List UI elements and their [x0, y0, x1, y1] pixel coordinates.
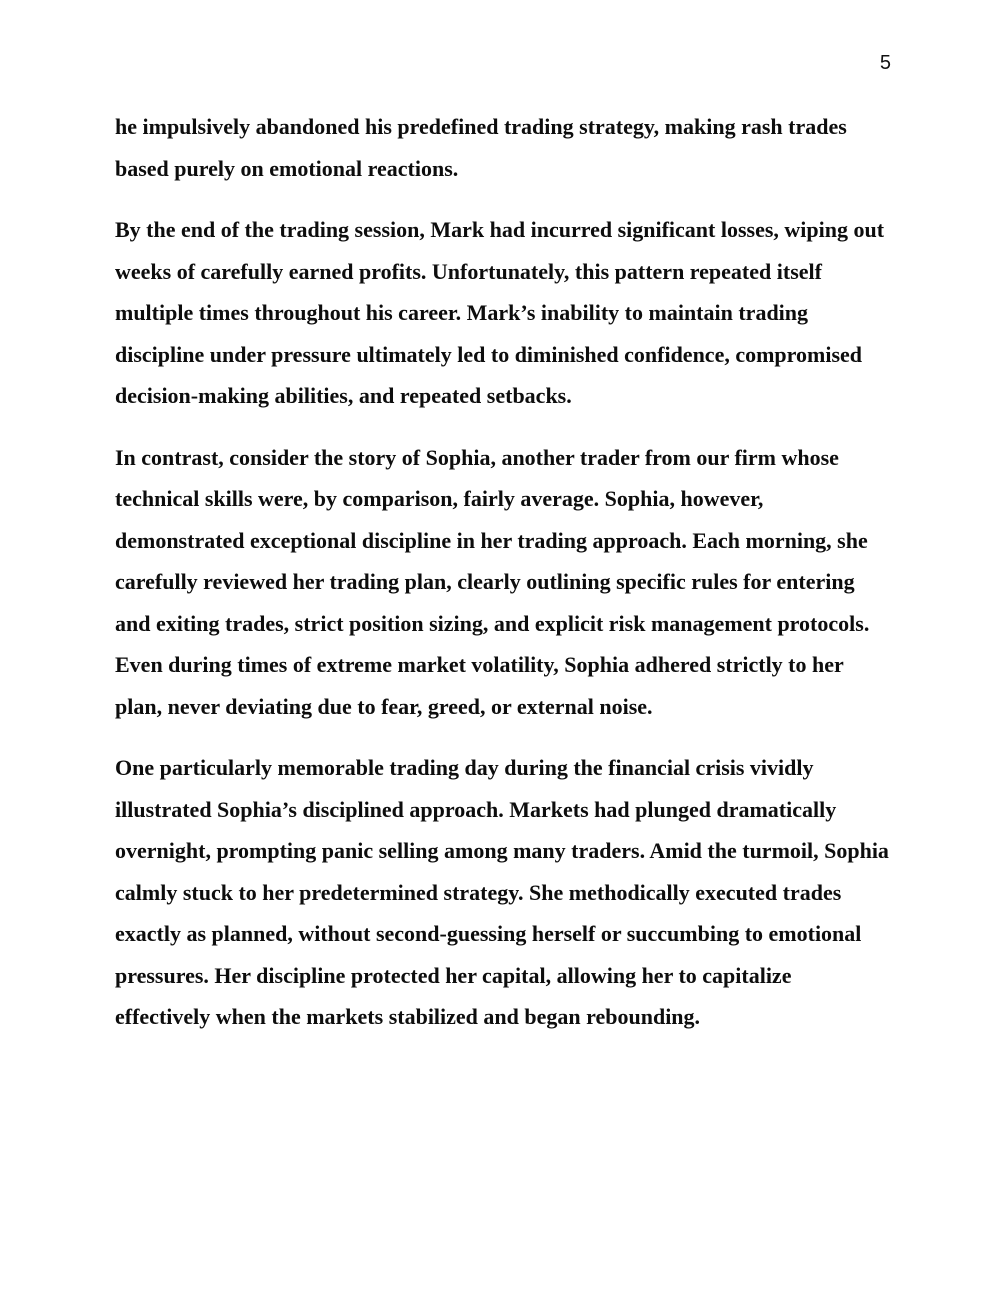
body-paragraph: By the end of the trading session, Mark had incurred significant losses, wiping out weeks of carefully earned profits. Unfortunately, this pattern repeated itself multiple times throughout his career. Mark’s inability to maintain trading discipline under pressure ultimately led to diminished confidence, compromised decision-making abilities, and repeated setbacks.	[115, 217, 885, 408]
body-paragraph: One particularly memorable trading day during the financial crisis vividly illustrated Sophia’s disciplined approach. Markets had plunged dramatically overnight, prompting panic selling among many traders. Amid the turmoil, Sophia calmly stuck to her predetermined strategy. She methodically executed trades exactly as planned, without second-guessing herself or succumbing to emotional pressures. Her discipline protected her capital, allowing her to capitalize effectively when the markets stabilized and began rebounding.	[115, 755, 889, 1029]
body-paragraph: he impulsively abandoned his predefined trading strategy, making rash trades based purely on emotional reactions.	[115, 114, 847, 181]
page-body	[115, 106, 890, 1058]
body-paragraph: In contrast, consider the story of Sophia, another trader from our firm whose technical skills were, by comparison, fairly average. Sophia, however, demonstrated exceptional discipline in her trading approach. Each morning, she carefully reviewed her trading plan, clearly outlining specific rules for entering and exiting trades, strict position sizing, and explicit risk management protocols. Even during times of extreme market volatility, Sophia adhered strictly to her plan, never deviating due to fear, greed, or external noise.	[115, 444, 870, 719]
page-number: 5	[879, 52, 891, 74]
